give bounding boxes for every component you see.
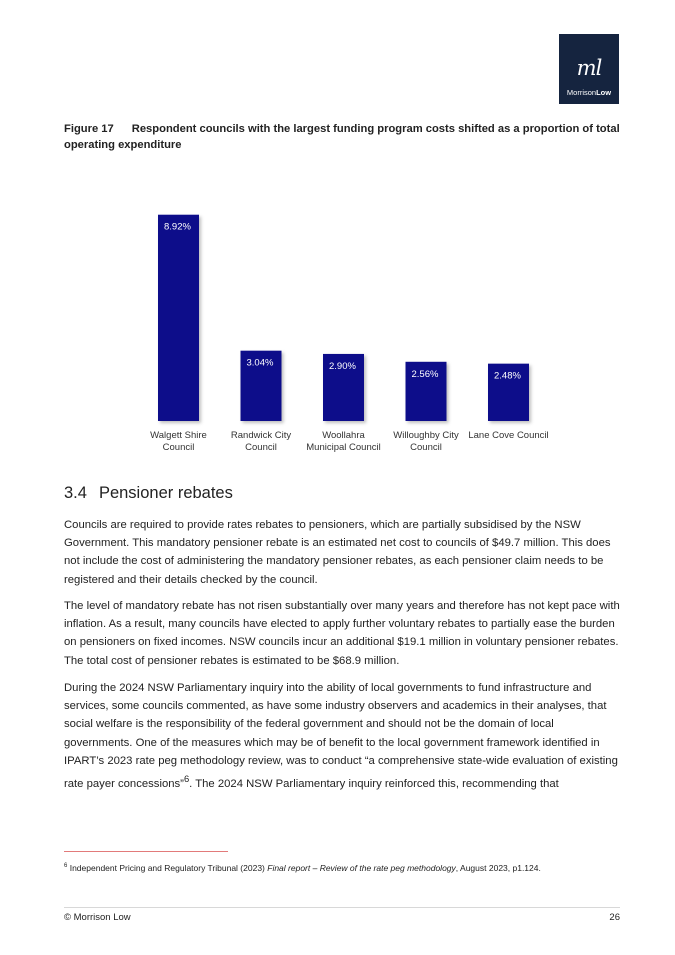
figure-caption	[64, 121, 624, 153]
data-label: 2.48%	[494, 370, 521, 382]
section-title: Pensioner rebates	[98, 484, 233, 502]
footnote: $^6$ Independent Pricing and Regulatory Tribunal (2023) Final report – Review of the rate peg methodology, August 2023, p1.124.	[64, 863, 541, 873]
paragraph-1: Councils are required to provide rates rebates to pensioners, which are partially subsidised by the NSW Government. This mandatory pensioner rebate is an estimated net cost to councils of $49.7 million. This does not include the cost of administering the mandatory pensioner rebates, as each pensioner claim needs to be registered and their details checked by the council.	[64, 519, 611, 586]
footer-copyright: © Morrison Low	[64, 912, 131, 923]
logo-brand: MorrisonLow	[566, 88, 612, 97]
section-heading	[64, 484, 233, 503]
paragraph-3: During the 2024 NSW Parliamentary inquiry into the ability of local governments to fund infrastructure and services, some councils commented, as have some industry observers and academics in their analyses, that social welfare is the responsibility of the federal government and should not be the domain of local governments. One of the measures which may be of benefit to the local government framework identified in IPART’s 2023 rate peg methodology review, was to conduct “a comprehensive state-wide evaluation of existing rate payer concessions”$^6$. The 2024 NSW Parliamentary inquiry reinforced this, recommending that	[64, 682, 618, 790]
bars-layer	[150, 215, 548, 453]
category-label: Lane Cove Council	[468, 430, 549, 441]
category-label: Randwick City Council	[230, 430, 292, 453]
bar-chart	[64, 170, 624, 470]
category-label: Woollahra Municipal Council	[306, 430, 381, 453]
section-number: 3.4	[64, 484, 87, 502]
figure-number: Figure 17	[64, 123, 114, 135]
category-label: Walgett Shire Council	[150, 430, 207, 453]
data-label: 2.56%	[411, 368, 439, 380]
footer-divider	[64, 907, 620, 908]
data-label: 8.92%	[164, 221, 191, 233]
data-label: 2.90%	[329, 360, 356, 372]
footnote-reference[interactable]: 6	[183, 773, 190, 785]
data-label: 3.04%	[246, 357, 274, 369]
footnote-divider	[64, 851, 228, 852]
morrison-low-logo	[559, 34, 619, 104]
logo-mark: ml	[576, 56, 602, 80]
paragraph-2: The level of mandatory rebate has not risen substantially over many years and therefore has not kept pace with inflation. As a result, many councils have elected to apply further voluntary rebates to partially ease the burden on pensioners on fixed incomes. NSW councils incur an additional $19.1 million in voluntary pensioner rebates. The total cost of pensioner rebates is estimated to be $68.9 million.	[64, 600, 620, 667]
bar	[158, 215, 199, 421]
page-number: 26	[609, 912, 620, 923]
category-label: Willoughby City Council	[393, 430, 459, 453]
figure-title: Respondent councils with the largest funding program costs shifted as a proportion of total operating expenditure	[64, 123, 620, 151]
